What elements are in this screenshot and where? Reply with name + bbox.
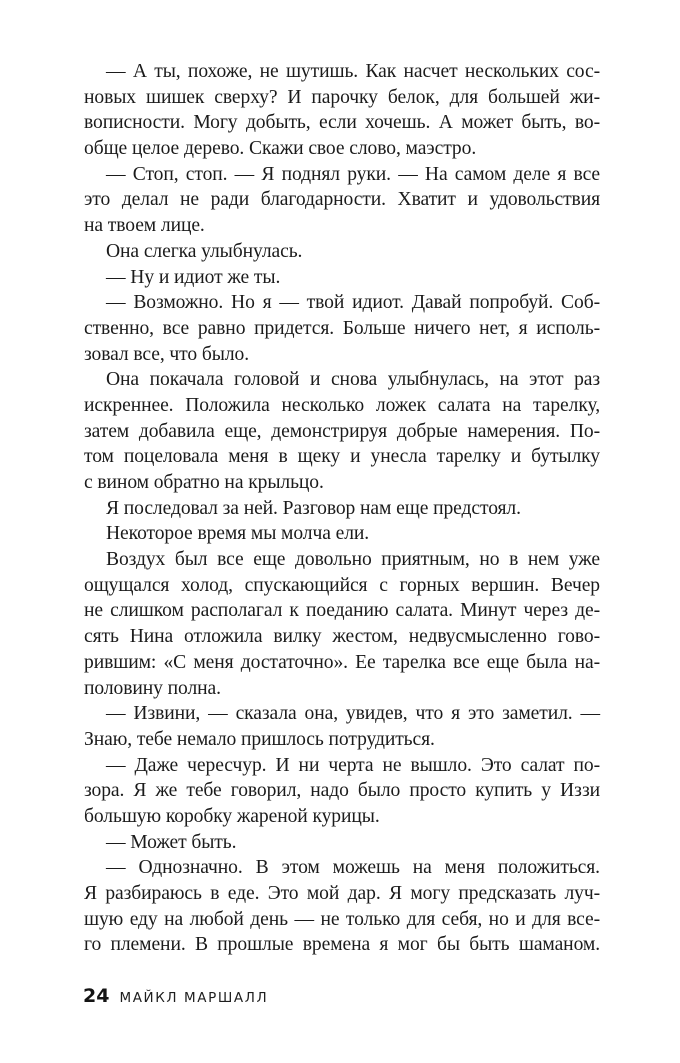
text-line: не слишком располагал к поеданию салата. Минут через де-	[84, 600, 600, 622]
text-line: шую еду на любой день — не только для себя, но и для все-	[84, 908, 600, 930]
text-line: на твоем лице.	[84, 215, 205, 237]
text-line: Знаю, тебе немало пришлось потрудиться.	[84, 728, 435, 750]
body-text	[84, 59, 600, 958]
text-line: половину полна.	[84, 677, 221, 699]
text-line: го племени. В прошлые времена я мог бы быть шаманом.	[84, 934, 600, 956]
text-line: — Даже чересчур. И ни черта не вышло. Это салат по-	[106, 754, 600, 776]
text-line: — Может быть.	[106, 831, 237, 853]
text-line: — Возможно. Но я — твой идиот. Давай попробуй. Соб-	[106, 292, 600, 314]
text-line: сять Нина отложила вилку жестом, недвусмысленно гово-	[84, 626, 600, 648]
running-head-author: МАЙКЛ МАРШАЛЛ	[119, 990, 269, 1006]
page-footer	[83, 985, 268, 1011]
text-line: это делал не ради благодарности. Хватит и удовольствия	[84, 189, 600, 211]
text-line: — Стоп, стоп. — Я поднял руки. — На самом деле я все	[106, 163, 600, 185]
text-line: с вином обратно на крыльцо.	[84, 472, 324, 493]
text-line: Я последовал за ней. Разговор нам еще предстоял.	[106, 497, 521, 519]
text-line: ощущался холод, спускающийся с горных вершин. Вечер	[84, 574, 600, 596]
text-line: — Извини, — сказала она, увидев, что я это заметил. —	[106, 703, 600, 725]
text-line: — Однозначно. В этом можешь на меня положиться.	[106, 857, 600, 879]
text-line: Она покачала головой и снова улыбнулась, на этот раз	[106, 369, 600, 391]
text-line: обще целое дерево. Скажи свое слово, маэстро.	[84, 138, 477, 160]
text-line: искреннее. Положила несколько ложек салата на тарелку,	[84, 394, 600, 416]
text-line: рившим: «С меня достаточно». Ее тарелка все еще была на-	[84, 651, 600, 673]
text-line: зовал все, что было.	[84, 343, 249, 365]
text-line: — Ну и идиот же ты.	[106, 266, 281, 288]
text-line: вописности. Могу добыть, если хочешь. А может быть, во-	[84, 112, 600, 134]
text-line: ственно, все равно придется. Больше ничего нет, я исполь-	[84, 317, 600, 339]
text-line: том поцеловала меня в щеку и унесла тарелку и бутылку	[84, 446, 600, 468]
text-line: Я разбираюсь в еде. Это мой дар. Я могу предсказать луч-	[84, 883, 600, 904]
text-line: большую коробку жареной курицы.	[84, 805, 380, 827]
text-line: Она слегка улыбнулась.	[106, 240, 303, 262]
text-line: — А ты, похоже, не шутишь. Как насчет нескольких сос-	[106, 61, 600, 82]
text-line: Воздух был все еще довольно приятным, но в нем уже	[106, 549, 600, 571]
text-line: Некоторое время мы молча ели.	[106, 523, 370, 545]
text-line: новых шишек сверху? И парочку белок, для большей жи-	[84, 86, 600, 108]
text-line: затем добавила еще, демонстрируя добрые намерения. По-	[84, 420, 600, 442]
page-number: 24	[83, 985, 110, 1007]
text-line: зора. Я же тебе говорил, надо было просто купить у Иззи	[84, 780, 600, 802]
